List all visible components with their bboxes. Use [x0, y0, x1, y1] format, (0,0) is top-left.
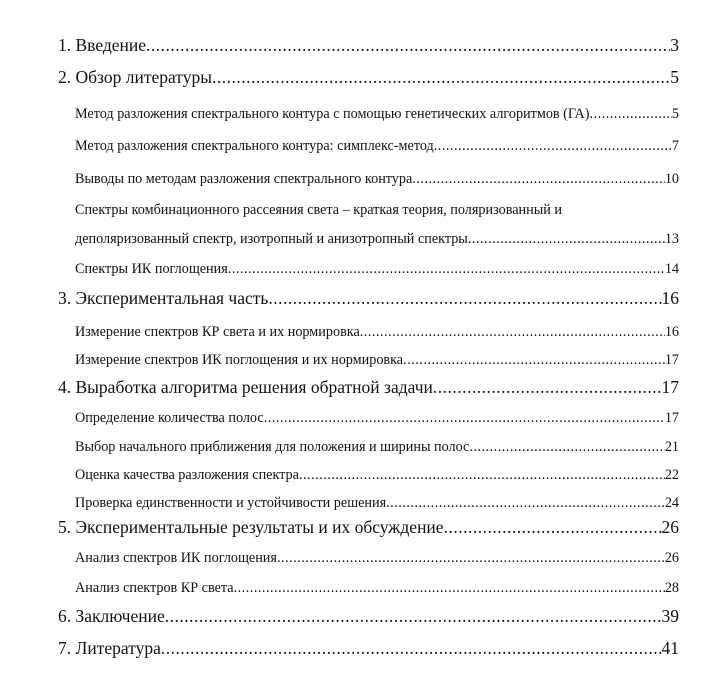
toc-entry-title: Спектры комбинационного рассеяния света – краткая теория, поляризованный и [75, 202, 562, 218]
toc-entry-page: 26 [664, 550, 679, 566]
leader-dots [234, 580, 665, 597]
toc-entry[interactable] [75, 256, 679, 278]
toc-entry[interactable] [75, 434, 679, 456]
toc-entry-title: Метод разложения спектрального контура: симплекс-метод [75, 138, 434, 154]
toc-entry-title: деполяризованный спектр, изотропный и анизотропный спектры [75, 231, 468, 247]
toc-entry-title: Измерение спектров ИК поглощения и их нормировка [75, 352, 404, 368]
toc-entry-page: 3 [670, 35, 679, 55]
toc-entry[interactable] [58, 637, 679, 659]
leader-dots [161, 638, 662, 659]
leader-dots [590, 106, 672, 123]
leader-dots [360, 324, 665, 341]
toc-entry[interactable] [75, 405, 679, 427]
toc-entry-title: 3. Экспериментальная часть [58, 288, 269, 308]
toc-entry-page: 13 [664, 231, 679, 247]
toc-entry-title: 2. Обзор литературы [58, 67, 212, 87]
toc-entry-title: Анализ спектров ИК поглощения [75, 550, 277, 566]
toc-entry-title: Выбор начального приближения для положения и ширины полос [75, 439, 470, 455]
leader-dots [433, 377, 662, 398]
toc-entry[interactable] [58, 66, 679, 88]
toc-entry[interactable] [75, 490, 679, 512]
toc-entry[interactable] [75, 462, 679, 484]
toc-entry[interactable] [75, 197, 679, 219]
toc-entry[interactable] [75, 347, 679, 369]
toc-entry-page: 5 [671, 106, 679, 122]
toc-entry-page: 7 [671, 138, 679, 154]
toc-entry-page: 39 [661, 606, 679, 626]
toc-entry-page: 26 [661, 517, 679, 537]
toc-entry-title: Определение количества полос [75, 410, 264, 426]
toc-entry-title: 6. Заключение [58, 606, 165, 626]
toc-entry[interactable] [75, 226, 679, 248]
leader-dots [434, 138, 672, 155]
toc-entry-page: 22 [664, 467, 679, 483]
leader-dots [277, 550, 665, 567]
toc-entry-page: 24 [664, 495, 679, 511]
leader-dots [444, 517, 662, 538]
toc-entry-page: 28 [664, 580, 679, 596]
leader-dots [403, 352, 665, 369]
leader-dots [146, 35, 670, 56]
leader-dots [165, 606, 662, 627]
toc-entry-page: 17 [664, 410, 679, 426]
toc-entry-page: 14 [664, 261, 679, 277]
toc-entry-title: Проверка единственности и устойчивости решения [75, 495, 387, 511]
toc-entry-title: 5. Экспериментальные результаты и их обсуждение [58, 517, 444, 537]
toc-entry-page: 41 [661, 638, 679, 658]
toc-entry-title: Метод разложения спектрального контура с помощью генетических алгоритмов (ГА) [75, 106, 590, 122]
leader-dots [264, 410, 665, 427]
toc-entry-title: 4. Выработка алгоритма решения обратной задачи [58, 377, 433, 397]
toc-entry-page: 17 [664, 352, 679, 368]
leader-dots [228, 261, 665, 278]
toc-entry[interactable] [75, 166, 679, 188]
toc-entry-title: 7. Литература [58, 638, 161, 658]
toc-entry-title: Выводы по методам разложения спектрального контура [75, 171, 413, 187]
toc-entry[interactable] [58, 287, 679, 309]
leader-dots [412, 171, 665, 188]
toc-entry-page: 17 [661, 377, 679, 397]
leader-dots [212, 67, 670, 88]
leader-dots [386, 495, 665, 512]
toc-entry[interactable] [58, 376, 679, 398]
toc-entry-title: Измерение спектров КР света и их нормировка [75, 324, 360, 340]
toc-entry-page: 10 [664, 171, 679, 187]
toc-entry[interactable] [75, 575, 679, 597]
leader-dots [299, 467, 665, 484]
leader-dots [268, 288, 661, 309]
toc-entry-title: Спектры ИК поглощения [75, 261, 228, 277]
toc-entry[interactable] [75, 545, 679, 567]
toc-entry[interactable] [75, 101, 679, 123]
toc-entry-page: 21 [664, 439, 679, 455]
toc-entry-page: 16 [661, 288, 679, 308]
toc-entry-title: Оценка качества разложения спектра [75, 467, 299, 483]
leader-dots [468, 231, 665, 248]
toc-entry-page: 16 [664, 324, 679, 340]
toc-entry[interactable] [58, 34, 679, 56]
leader-dots [469, 439, 664, 456]
toc-entry-page: 5 [670, 67, 679, 87]
toc-entry[interactable] [58, 605, 679, 627]
toc-entry-title: 1. Введение [58, 35, 147, 55]
toc-entry-title: Анализ спектров КР света [75, 580, 234, 596]
toc-entry[interactable] [75, 319, 679, 341]
toc-entry[interactable] [75, 133, 679, 155]
toc-entry[interactable] [58, 516, 679, 538]
